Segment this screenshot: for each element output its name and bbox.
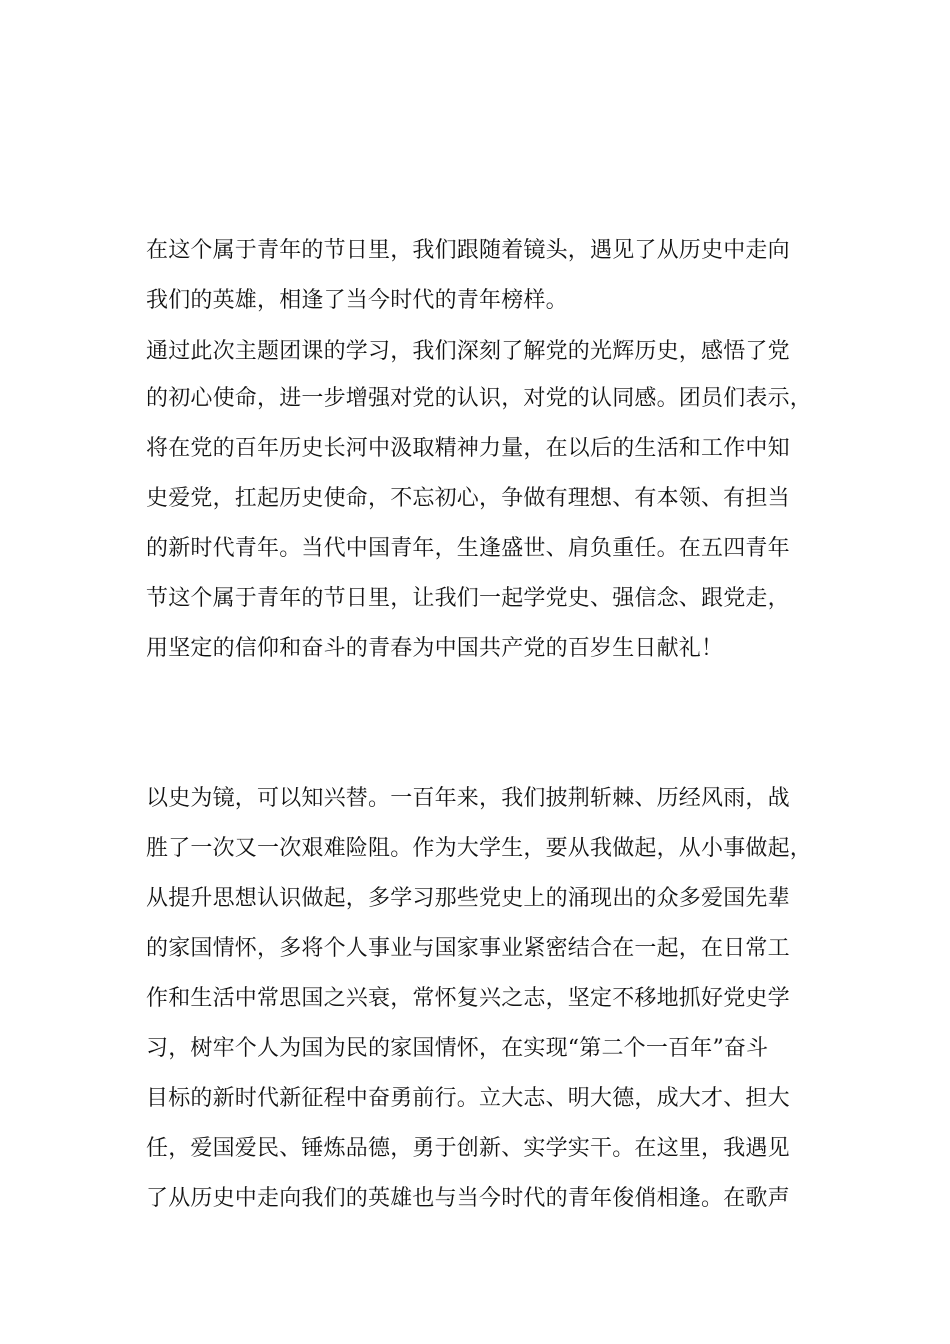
- text-line: 的初心使命，进一步增强对党的认识，对党的认同感。团员们表示，: [146, 386, 813, 411]
- text-line: 作和生活中常思国之兴衰，常怀复兴之志，坚定不移地抓好党史学: [146, 986, 790, 1011]
- text-line: 的家国情怀，多将个人事业与国家事业紧密结合在一起，在日常工: [146, 936, 790, 961]
- text-line: 通过此次主题团课的学习，我们深刻了解党的光辉历史，感悟了党: [146, 339, 790, 364]
- text-line: 目标的新时代新征程中奋勇前行。立大志、明大德，成大才、担大: [146, 1086, 790, 1111]
- text-line: 的新时代青年。当代中国青年，生逢盛世、肩负重任。在五四青年: [146, 536, 790, 561]
- text-line: 将在党的百年历史长河中汲取精神力量，在以后的生活和工作中知: [146, 436, 790, 461]
- text-line: 从提升思想认识做起，多学习那些党史上的涌现出的众多爱国先辈: [146, 886, 790, 911]
- text-line: 以史为镜，可以知兴替。一百年来，我们披荆斩棘、历经风雨，战: [146, 786, 790, 811]
- text-line: 了从历史中走向我们的英雄也与当今时代的青年俊俏相逢。在歌声: [146, 1186, 790, 1211]
- text-line: 我们的英雄，相逢了当今时代的青年榜样。: [146, 288, 568, 313]
- text-line: 在这个属于青年的节日里，我们跟随着镜头，遇见了从历史中走向: [146, 238, 790, 263]
- text-line: 节这个属于青年的节日里，让我们一起学党史、强信念、跟党走，: [146, 586, 790, 611]
- text-line: 胜了一次又一次艰难险阻。作为大学生，要从我做起，从小事做起，: [146, 836, 813, 861]
- text-line: 任，爱国爱民、锤炼品德，勇于创新、实学实干。在这里，我遇见: [146, 1136, 790, 1161]
- text-line: 史爱党，扛起历史使命，不忘初心，争做有理想、有本领、有担当: [146, 486, 790, 511]
- text-line: 习，树牢个人为国为民的家国情怀，在实现“第二个一百年”奋斗: [146, 1036, 769, 1061]
- text-line: 用坚定的信仰和奋斗的青春为中国共产党的百岁生日献礼！: [146, 636, 724, 661]
